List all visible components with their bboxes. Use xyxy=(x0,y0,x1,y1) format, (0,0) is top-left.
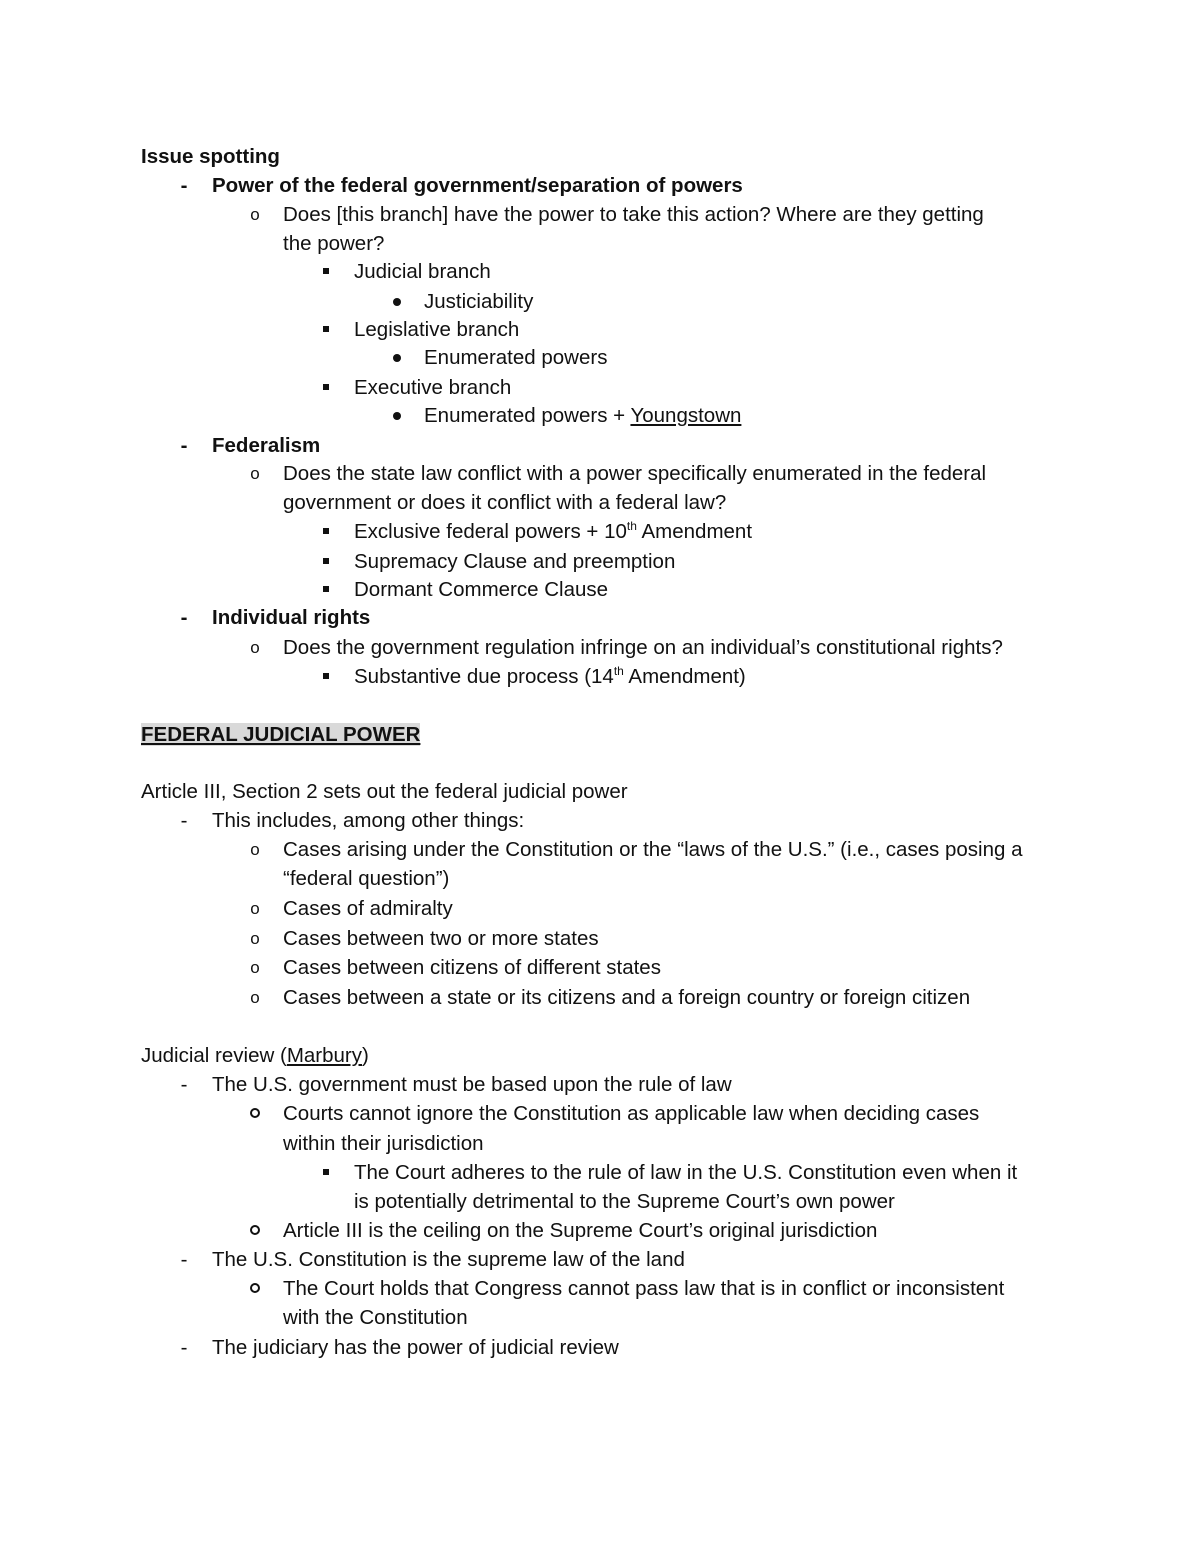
case-name-youngstown: Youngstown xyxy=(630,404,742,427)
document-page: Issue spotting - Power of the federal government/separation of powers o Does [this branch] have the power to take this action? Where are they getting the power? Judicial branch Justiciability Legislative branch Enumerated powers Executive branch Enumerated powers + Youngstown - Federalism o Does the state law conflict with a power specifically enumerated in the federal government or does it conflict with a federal law? Exclusive federal powers + 10th Amendment Supremacy Clause and preemption Dormant Commerce Clause - Individual rights o Does the government regulation infringe on an individual’s constitutional rights? Substantive due process (14th Amendment) FEDERAL JUDICIAL POWER Article III, Section 2 sets out the federal judicial power - This includes, among other things: o Cases arising under the Constitution or the “laws of the U.S.” (i.e., cases posing a “federal question”) o Cases of admiralty o Cases between two or more states o Cases between citizens of different states o Cases between a state or its citizens and a foreign country or foreign citizen Judicial review (Marbury) - The U.S. government must be based upon the rule of law Courts cannot ignore the Constitution as applicable law when deciding cases within their jurisdiction The Court adheres to the rule of law in the U.S. Constitution even when it is potentially detrimental to the Supreme Court’s own power Article III is the ceiling on the Supreme Court’s original jurisdiction - The U.S. Constitution is the supreme law of the land The Court holds that Congress cannot pass law that is in conflict or inconsistent with the Constitution - The judiciary has the power of judicial review xyxy=(141,145,1023,1359)
case-name-marbury: Marbury xyxy=(286,1044,363,1067)
